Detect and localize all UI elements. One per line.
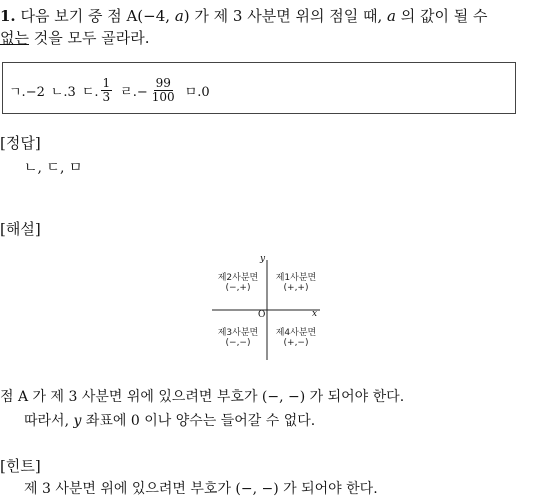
question-text-part2: ) 가 제 3 사분면 위의 점일 때, xyxy=(183,7,387,25)
x-axis-label: x xyxy=(312,309,318,319)
question-var-a: a xyxy=(174,7,184,25)
question-number: 1. xyxy=(0,7,16,25)
explanation-line-2-prefix: 따라서, xyxy=(24,413,74,429)
quadrant-3-sign: (−,−) xyxy=(225,338,251,348)
quadrant-2-label xyxy=(213,273,263,293)
answer-value: ㄴ, ㄷ, ㅁ xyxy=(24,160,83,176)
origin-label: O xyxy=(258,310,266,320)
choice-4-prefix: ㄹ.− xyxy=(120,85,148,100)
choice-3 xyxy=(82,77,114,104)
quadrant-4-title: 제4사분면 xyxy=(275,328,317,338)
quadrant-2-sign: (−,+) xyxy=(225,283,251,293)
quadrant-graph xyxy=(210,254,324,362)
choice-3-denominator: 3 xyxy=(102,90,111,104)
choices-box xyxy=(2,62,516,114)
explanation-label: [해설] xyxy=(0,220,41,238)
question-text-part1: 다음 보기 중 점 A(−4, xyxy=(20,7,175,25)
quadrant-4-label xyxy=(271,328,321,348)
explanation-line-1: 점 A 가 제 3 사분면 위에 있으려면 부호가 (−, −) 가 되어야 한다. xyxy=(0,389,405,405)
choice-2: ㄴ.3 xyxy=(50,85,76,100)
hint-label: [힌트] xyxy=(0,457,41,475)
question-line-2 xyxy=(0,28,150,48)
explanation-line-2 xyxy=(24,411,315,431)
question-var-a-2: a xyxy=(386,7,396,25)
choice-1: ㄱ.−2 xyxy=(9,85,45,100)
choices-row xyxy=(9,77,216,104)
choice-4 xyxy=(120,77,179,104)
quadrant-1-title: 제1사분면 xyxy=(275,273,317,283)
choice-4-denominator: 100 xyxy=(151,90,175,104)
y-axis-label: y xyxy=(260,254,266,264)
quadrant-1-sign: (+,+) xyxy=(283,283,309,293)
quadrant-4-sign: (+,−) xyxy=(283,338,309,348)
question-line-1 xyxy=(0,6,487,26)
quadrant-3-title: 제3사분면 xyxy=(217,328,259,338)
choice-3-fraction xyxy=(101,77,113,104)
choice-4-fraction xyxy=(150,77,177,104)
quadrant-2-title: 제2사분면 xyxy=(217,273,259,283)
quadrant-1-label xyxy=(271,273,321,293)
answer-label: [정답] xyxy=(0,134,41,152)
choice-5: ㅁ.0 xyxy=(184,85,210,100)
question-text-part3: 의 값이 될 수 xyxy=(395,7,488,25)
choice-3-numerator: 1 xyxy=(102,76,111,90)
choice-4-numerator: 99 xyxy=(155,76,171,90)
explanation-line-2-rest: 좌표에 0 이나 양수는 들어갈 수 없다. xyxy=(81,413,316,429)
choice-3-prefix: ㄷ. xyxy=(81,85,99,100)
question-underlined-word: 없는 xyxy=(0,29,29,47)
hint-line: 제 3 사분면 위에 있으려면 부호가 (−, −) 가 되어야 한다. xyxy=(24,481,378,497)
quadrant-3-label xyxy=(213,328,263,348)
question-text-rest: 것을 모두 골라라. xyxy=(28,29,150,47)
explanation-var-y: y xyxy=(73,413,82,429)
